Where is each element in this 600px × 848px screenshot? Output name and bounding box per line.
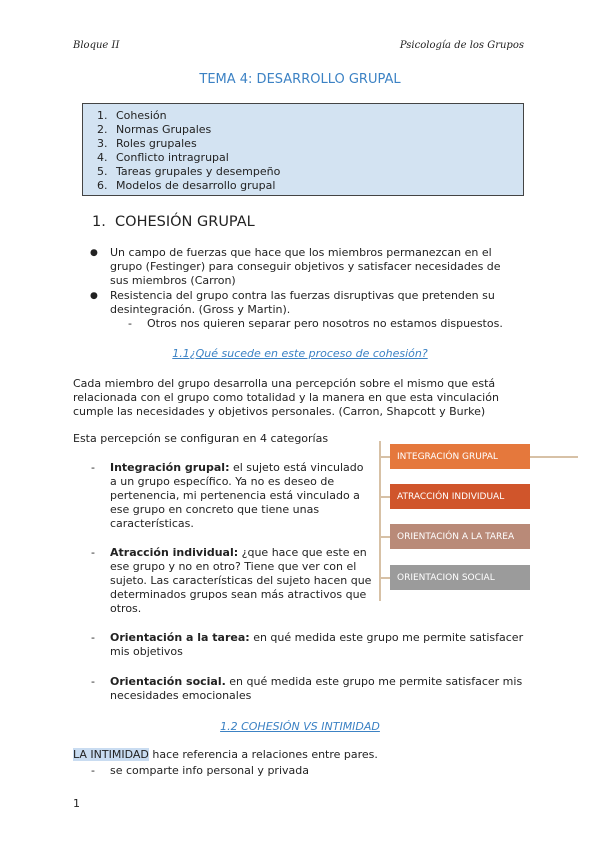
- table-of-contents: [82, 103, 524, 196]
- diagram-box-tarea: ORIENTACIÓN A LA TAREA: [390, 524, 530, 549]
- section-heading: 1. COHESIÓN GRUPAL: [92, 214, 255, 230]
- diagram-box-social: ORIENTACION SOCIAL: [390, 565, 530, 590]
- category-item: Integración grupal: el sujeto está vinculado a un grupo específico. Ya no es deseo de pertenencia, mi pertenencia está vinculado a ese grupo en concreto que tiene unas características.: [110, 461, 364, 530]
- category-item: Atracción individual: ¿que hace que este en ese grupo y no en otro? Tiene que ver con el sujeto. Las características del sujeto hacen que determinados grupos sean más atractivos que otros.: [110, 546, 372, 615]
- subheading: 1.1¿Qué sucede en este proceso de cohesión?: [172, 347, 428, 360]
- dash-icon: -: [91, 631, 95, 644]
- subheading: 1.2 COHESIÓN VS INTIMIDAD: [220, 720, 380, 733]
- bullet-text: Resistencia del grupo contra las fuerzas disruptivas que pretenden su desintegración. (Gross y Martin).: [110, 289, 495, 316]
- toc-item: 4. Conflicto intragrupal: [97, 151, 229, 164]
- diagram-box-integracion: INTEGRACIÓN GRUPAL: [390, 444, 530, 469]
- bullet-text: Un campo de fuerzas que hace que los miembros permanezcan en el grupo (Festinger) para conseguir objetivos y satisfacer necesidades de sus miembros (Carron): [110, 246, 501, 287]
- paragraph: Esta percepción se configuran en 4 categorías: [73, 432, 329, 445]
- header-right: Psicología de los Grupos: [399, 40, 524, 51]
- bullet-icon: ●: [90, 248, 98, 258]
- page-number: 1: [73, 797, 80, 810]
- header-left: Bloque II: [73, 40, 120, 51]
- toc-item: 2. Normas Grupales: [97, 123, 212, 136]
- category-item: Orientación social. en qué medida este grupo me permite satisfacer mis necesidades emocionales: [110, 675, 523, 702]
- diagram-branch: [530, 456, 578, 458]
- toc-item: 1. Cohesión: [97, 109, 167, 122]
- bullet-icon: ●: [90, 291, 98, 301]
- paragraph: LA INTIMIDAD hace referencia a relaciones entre pares.: [73, 748, 378, 761]
- dash-icon: -: [91, 461, 95, 474]
- toc-item: 3. Roles grupales: [97, 137, 197, 150]
- dash-icon: -: [91, 764, 95, 777]
- dash-icon: -: [128, 317, 132, 330]
- diagram-box-atraccion: ATRACCIÓN INDIVIDUAL: [390, 484, 530, 509]
- dash-icon: -: [91, 675, 95, 688]
- toc-item: 5. Tareas grupales y desempeño: [97, 165, 281, 178]
- page-title: TEMA 4: DESARROLLO GRUPAL: [199, 72, 401, 87]
- dash-text: se comparte info personal y privada: [110, 764, 309, 777]
- toc-item: 6. Modelos de desarrollo grupal: [97, 179, 276, 192]
- category-item: Orientación a la tarea: en qué medida este grupo me permite satisfacer mis objetivos: [110, 631, 524, 658]
- paragraph: Cada miembro del grupo desarrolla una percepción sobre el mismo que está relacionada con el grupo como totalidad y la manera en que esta vinculación cumple las necesidades y objetivos personales. (Carron, Shapcott y Burke): [73, 377, 499, 418]
- dash-text: Otros nos quieren separar pero nosotros no estamos dispuestos.: [147, 317, 503, 330]
- dash-icon: -: [91, 546, 95, 559]
